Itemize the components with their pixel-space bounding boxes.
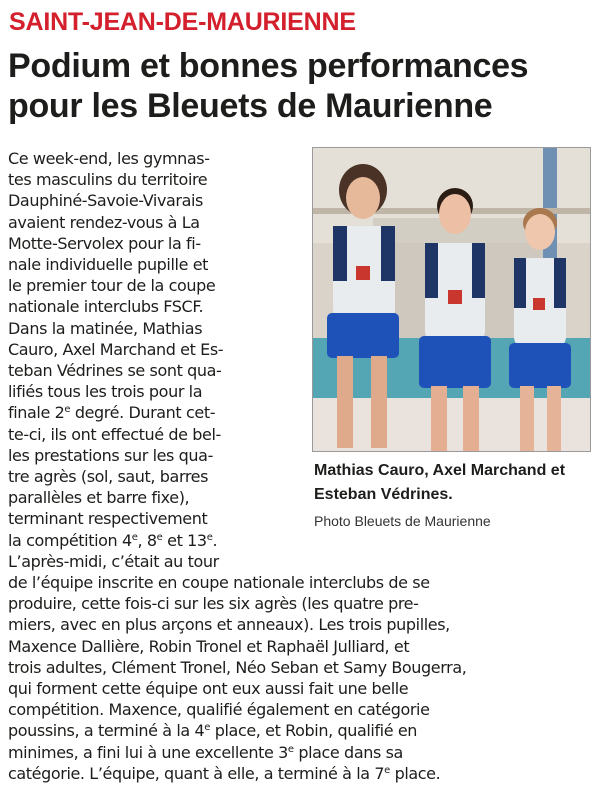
body-line: L’après-midi, c’était au tour bbox=[8, 551, 219, 571]
article-headline: Podium et bonnes performances pour les Bleuets de Maurienne bbox=[8, 47, 529, 125]
body-line: teban Védrines se sont qua- bbox=[8, 361, 222, 381]
body-line: le premier tour de la coupe bbox=[8, 276, 216, 296]
body-line: miers, avec en plus arçons et anneaux). Les trois pupilles, bbox=[8, 615, 450, 635]
body-line: de l’équipe inscrite en coupe nationale interclubs de se bbox=[8, 573, 430, 593]
body-line: Motte-Servolex pour la fi- bbox=[8, 233, 201, 253]
body-line: qui forment cette équipe ont eux aussi fait une belle bbox=[8, 679, 409, 699]
body-line: parallèles et barre fixe), bbox=[8, 488, 190, 508]
photo-credit: Photo Bleuets de Maurienne bbox=[314, 513, 491, 529]
article-body bbox=[8, 148, 598, 784]
body-line: Cauro, Axel Marchand et Es- bbox=[8, 339, 224, 359]
body-line: compétition. Maxence, qualifié également en catégorie bbox=[8, 700, 430, 720]
body-line: tes masculins du territoire bbox=[8, 170, 208, 190]
body-line: avaient rendez-vous à La bbox=[8, 212, 200, 232]
body-line: tre agrès (sol, saut, barres bbox=[8, 467, 209, 487]
body-line: te-ci, ils ont effectué de bel- bbox=[8, 424, 221, 444]
body-line: nationale interclubs FSCF. bbox=[8, 297, 204, 317]
body-line: la compétition 4e, 8e et 13e. bbox=[8, 530, 218, 550]
body-line: poussins, a terminé à la 4e place, et Robin, qualifié en bbox=[8, 721, 418, 741]
body-line: minimes, a fini lui à une excellente 3e place dans sa bbox=[8, 742, 403, 762]
section-kicker: SAINT-JEAN-DE-MAURIENNE bbox=[9, 8, 356, 36]
body-line: trois adultes, Clément Tronel, Néo Seban et Samy Bougerra, bbox=[8, 657, 467, 677]
body-line: finale 2e degré. Durant cet- bbox=[8, 403, 216, 423]
body-line: les prestations sur les qua- bbox=[8, 445, 213, 465]
body-line: lifiés tous les trois pour la bbox=[8, 382, 203, 402]
body-line: nale individuelle pupille et bbox=[8, 255, 209, 275]
body-line: Dauphiné-Savoie-Vivarais bbox=[8, 191, 203, 211]
body-line: Ce week-end, les gymnas- bbox=[8, 149, 210, 168]
body-line: Dans la matinée, Mathias bbox=[8, 318, 203, 338]
body-line: catégorie. L’équipe, quant à elle, a terminé à la 7e place. bbox=[8, 763, 441, 783]
photo-caption: Mathias Cauro, Axel Marchand et Esteban Védrines. bbox=[314, 462, 566, 503]
body-line: produire, cette fois-ci sur les six agrès (les quatre pre- bbox=[8, 594, 419, 614]
body-line: Maxence Dallière, Robin Tronel et Raphaël Julliard, et bbox=[8, 636, 410, 656]
body-line: terminant respectivement bbox=[8, 509, 208, 529]
